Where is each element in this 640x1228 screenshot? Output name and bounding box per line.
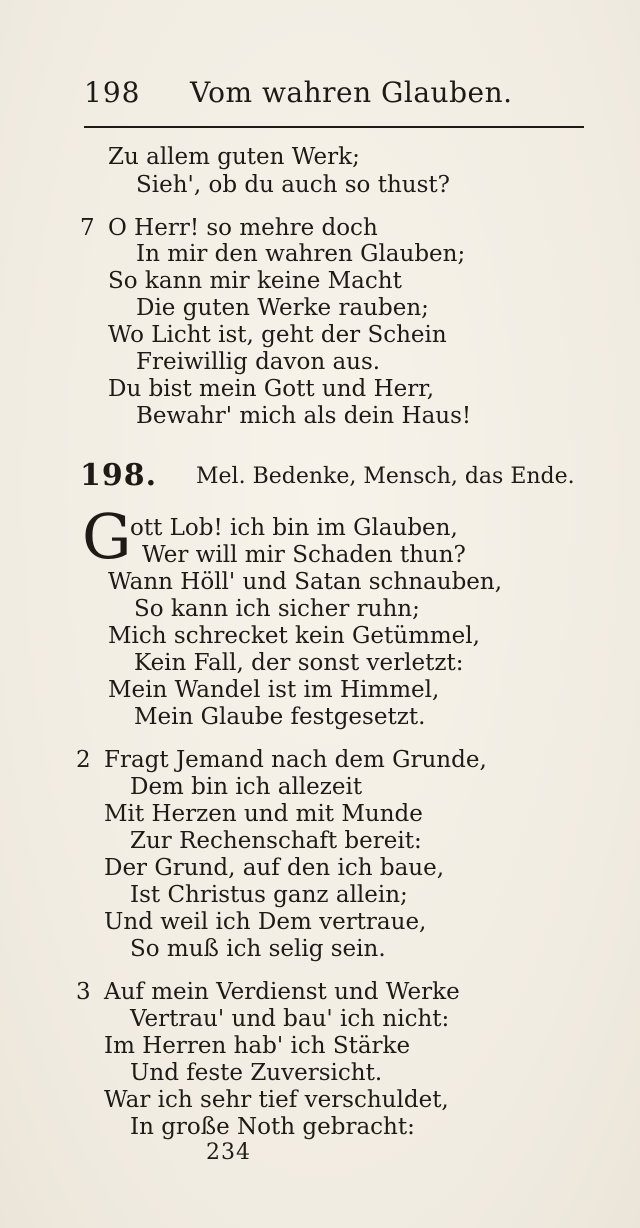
verse-number: 7 [80, 215, 95, 241]
verse-line: ott Lob! ich bin im Glauben, [130, 515, 458, 541]
verse-number: 2 [76, 747, 91, 773]
verse-line: Wo Licht ist, geht der Schein [108, 322, 447, 348]
verse-line: Ist Christus ganz allein; [130, 882, 408, 908]
melody-indication: Mel. Bedenke, Mensch, das Ende. [196, 464, 575, 489]
verse-line: O Herr! so mehre doch [108, 215, 378, 241]
verse-line: So kann ich sicher ruhn; [134, 596, 420, 622]
running-title: Vom wahren Glauben. [190, 76, 513, 109]
verse-line: Freiwillig davon aus. [136, 349, 381, 375]
verse-line: Mit Herzen und mit Munde [104, 801, 423, 827]
verse-number: 3 [76, 979, 91, 1005]
verse-line: Der Grund, auf den ich baue, [104, 855, 445, 881]
verse-line: Bewahr' mich als dein Haus! [136, 403, 472, 429]
verse-line: Und feste Zuversicht. [130, 1060, 383, 1086]
verse-line: Mein Glaube festgesetzt. [134, 704, 426, 730]
verse-line: Auf mein Verdienst und Werke [104, 979, 460, 1005]
verse-line: Im Herren hab' ich Stärke [104, 1033, 411, 1059]
verse-line: Sieh', ob du auch so thust? [136, 172, 450, 198]
verse-line: Zur Rechenschaft bereit: [130, 828, 422, 854]
verse-line: So muß ich selig sein. [130, 936, 386, 962]
verse-line: Mein Wandel ist im Himmel, [108, 677, 440, 703]
verse-line: Dem bin ich allezeit [130, 774, 363, 800]
verse-line: In mir den wahren Glauben; [136, 241, 466, 267]
hymn-number: 198. [80, 458, 158, 493]
verse-line: Kein Fall, der sonst verletzt: [134, 650, 464, 676]
verse-line: So kann mir keine Macht [108, 268, 402, 294]
verse-line: Die guten Werke rauben; [136, 295, 429, 321]
verse-line: In große Noth gebracht: [130, 1114, 415, 1140]
verse-line: Vertrau' und bau' ich nicht: [130, 1006, 450, 1032]
drop-cap: G [82, 500, 132, 573]
verse-line: Mich schrecket kein Getümmel, [108, 623, 480, 649]
page-number: 198 [84, 76, 141, 109]
verse-line: Und weil ich Dem vertraue, [104, 909, 427, 935]
header-rule [84, 126, 584, 128]
verse-line: Du bist mein Gott und Herr, [108, 376, 435, 402]
verse-line: Wer will mir Schaden thun? [142, 542, 466, 568]
verse-line: Zu allem guten Werk; [108, 144, 360, 170]
verse-line: Fragt Jemand nach dem Grunde, [104, 747, 487, 773]
signature-mark: 234 [206, 1140, 251, 1165]
verse-line: Wann Höll' und Satan schnauben, [108, 569, 503, 595]
page-header [84, 74, 584, 120]
verse-line: War ich sehr tief verschuldet, [104, 1087, 449, 1113]
